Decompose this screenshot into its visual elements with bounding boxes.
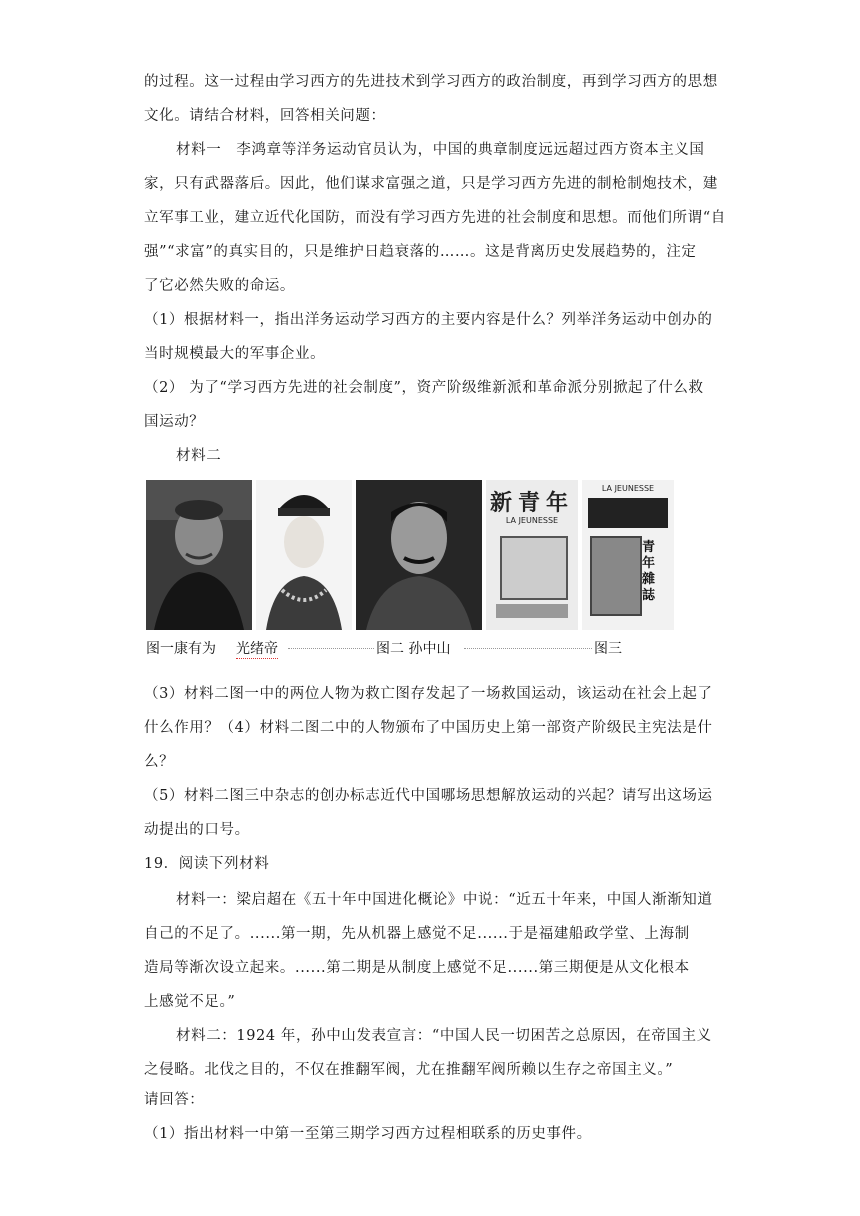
question-5-line: （5）材料二图三中杂志的创办标志近代中国哪场思想解放运动的兴起？请写出这场运 xyxy=(144,788,713,804)
question-19-heading: 19．阅读下列材料 xyxy=(144,856,270,872)
caption-leader-dots xyxy=(288,648,374,649)
figure-captions xyxy=(146,638,676,660)
new-youth-magazine-cover xyxy=(486,480,578,630)
caption-figure-one: 图一康有为 xyxy=(146,641,216,657)
magazine-subtitle: LA JEUNESSE xyxy=(505,516,559,525)
q19-material-two-line: 材料二：1924 年，孙中山发表宣言：“中国人民一切困苦之总原因，在帝国主义 xyxy=(176,1028,712,1044)
paragraph-line: 文化。请结合材料，回答相关问题： xyxy=(144,108,386,124)
magazine-subtitle: LA JEUNESSE xyxy=(601,484,655,493)
question-2-line: 国运动？ xyxy=(144,414,205,430)
magazine-footer xyxy=(496,604,568,618)
material-one-line: 了它必然失败的命运。 xyxy=(144,278,295,294)
magazine-banner xyxy=(588,498,668,528)
question-2-line: （2） 为了“学习西方先进的社会制度”，资产阶级维新派和革命派分别掀起了什么救 xyxy=(144,380,704,396)
q19-subquestion-1: （1）指出材料一中第一至第三期学习西方过程相联系的历史事件。 xyxy=(144,1126,592,1142)
caption-leader-dots xyxy=(464,648,592,649)
paragraph-line: 的过程。这一过程由学习西方的先进技术到学习西方的政治制度，再到学习西方的思想 xyxy=(144,74,718,90)
caption-figure-three: 图三 xyxy=(594,641,622,657)
magazine-title: 新青年 xyxy=(489,490,574,516)
q19-material-one-line: 材料一：梁启超在《五十年中国进化概论》中说：“近五十年来，中国人渐渐知道 xyxy=(176,892,713,908)
material-one-line: 材料一 李鸿章等洋务运动官员认为，中国的典章制度远远超过西方资本主义国 xyxy=(176,142,705,158)
material-one-line: 立军事工业，建立近代化国防，而没有学习西方先进的社会制度和思想。而他们所谓“自 xyxy=(144,210,726,226)
caption-guangxu: 光绪帝 xyxy=(236,638,278,659)
material-one-line: 强”“求富”的真实目的，只是维护日趋衰落的……。这是背离历史发展趋势的，注定 xyxy=(144,244,697,260)
question-3-line: （3）材料二图一中的两位人物为救亡图存发起了一场救国运动，该运动在社会上起了 xyxy=(144,686,713,702)
sun-yat-sen-portrait xyxy=(356,480,482,630)
portrait-figures xyxy=(146,480,676,630)
caption-figure-two: 图二 孙中山 xyxy=(376,641,451,657)
q19-material-one-line: 自己的不足了。......第一期，先从机器上感觉不足......于是福建船政学堂、上海制 xyxy=(144,926,690,942)
answer-prompt: 请回答： xyxy=(144,1092,205,1108)
q19-material-two-line: 之侵略。北伐之目的，不仅在推翻军阀，尤在推翻军阀所赖以生存之帝国主义。” xyxy=(144,1062,674,1078)
question-1-line: （1）根据材料一，指出洋务运动学习西方的主要内容是什么？列举洋务运动中创办的 xyxy=(144,312,713,328)
q19-material-one-line: 上感觉不足。” xyxy=(144,994,236,1010)
kang-youwei-portrait xyxy=(146,480,252,630)
question-3-line: 么？ xyxy=(144,754,175,770)
magazine-side-title: 青年雜誌 xyxy=(642,540,656,603)
question-5-line: 动提出的口号。 xyxy=(144,822,250,838)
material-two-title: 材料二 xyxy=(176,448,222,464)
question-3-line: 什么作用？（4）材料二图二中的人物颁布了中国历史上第一部资产阶级民主宪法是什 xyxy=(144,720,713,736)
magazine-portrait xyxy=(590,536,642,616)
guangxu-emperor-portrait xyxy=(256,480,352,630)
material-one-line: 家，只有武器落后。因此，他们谋求富强之道，只是学习西方先进的制枪制炮技术，建 xyxy=(144,176,718,192)
q19-material-one-line: 造局等渐次设立起来。......第二期是从制度上感觉不足......第三期便是从文化根本 xyxy=(144,960,690,976)
magazine-emblem xyxy=(500,536,568,600)
youth-magazine-cover xyxy=(582,480,674,630)
question-1-line: 当时规模最大的军事企业。 xyxy=(144,346,326,362)
